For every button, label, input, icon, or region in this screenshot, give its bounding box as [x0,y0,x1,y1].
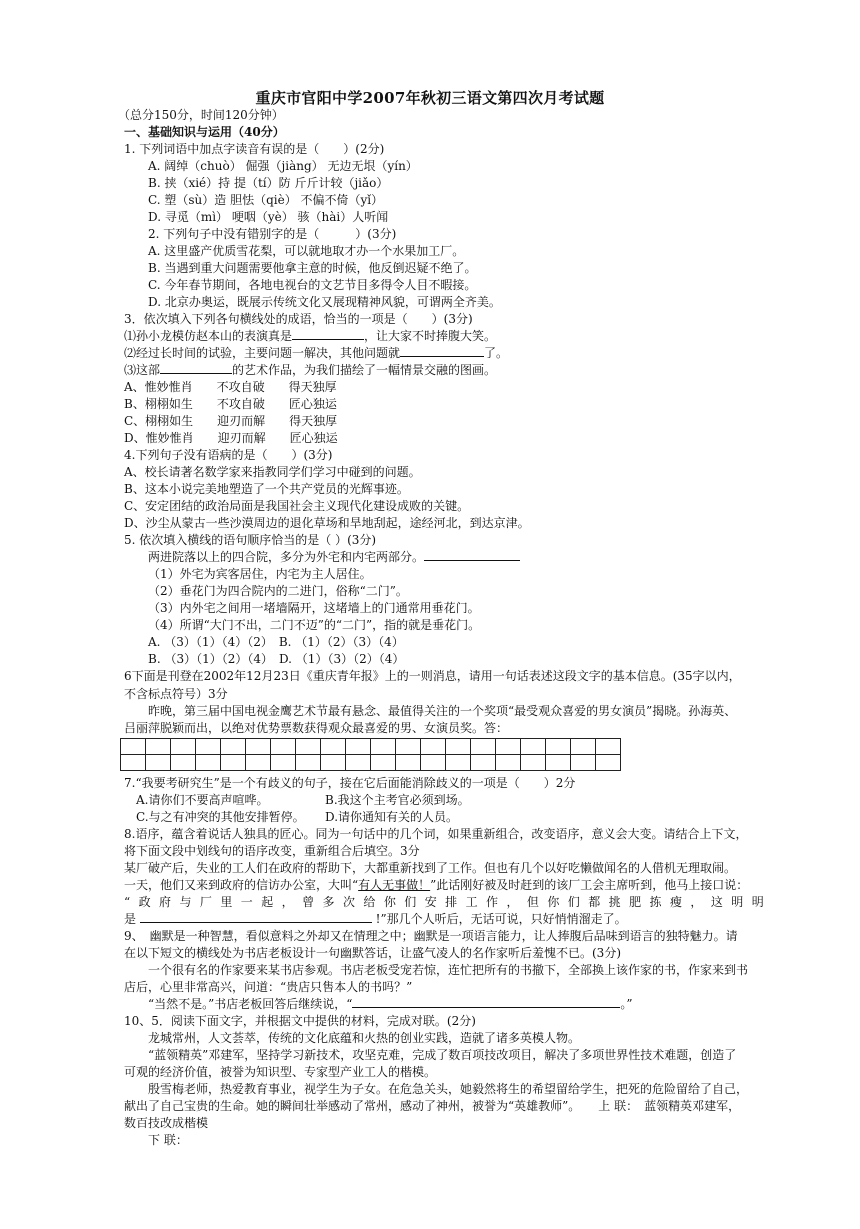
q8-char: ， [690,895,703,909]
q4-option: D、沙尘从蒙古一些沙漠周边的退化草场和旱地刮起，途经河北，到达京津。 [124,516,530,530]
q3-sentence-2: ⑵经过长时间的试验，主要问题一解决，其他问题就 了。 [124,346,509,360]
q2-option: B. 当遇到重大问题需要他拿主意的时候，他反倒迟疑不绝了。 [148,261,477,275]
q8-char: 明 [751,895,764,909]
q3-option: D、惟妙惟肖 迎刃而解 匠心独运 [124,431,338,445]
answer-blank[interactable] [160,362,232,374]
grid-row [121,755,621,771]
q8-char: 都 [588,895,601,909]
q8-char: 工 [465,895,478,909]
page-title: 重庆市官阳中学2007年秋初三语文第四次月考试题 [255,89,605,107]
q10-passage: 殷雪梅老师，热爱教育事业，视学生为子女。在危急关头，她毅然将生的希望留给学生，把死的危险留给了自己， [148,1082,749,1096]
q5-option: B. （3）（1）（2）（4） D. （1）（3）（2）（4） [148,652,405,666]
q3-option: C、栩栩如生 迎刃而解 得天独厚 [124,414,338,428]
q5-item: （3）内外宅之间用一堵墙隔开，这堵墙上的门通常用垂花门。 [148,601,480,615]
q8-char: ， [281,895,294,909]
q8-char: 你 [547,895,560,909]
q8-char: 挑 [608,895,621,909]
q10-passage-cont: 可观的经济价值，被誉为知识型、专家型产业工人的楷模。 [124,1065,437,1079]
q6-answer-grid[interactable] [120,738,621,771]
q8-stem: 8.语序，蕴含着说话人独具的匠心。同为一句话中的几个词，如果重新组合，改变语序，意义会大变。请结合上下文， [124,827,748,841]
q1-option: D. 寻觅（mì） 哽咽（yè） 骇（hài）人听闻 [148,210,389,224]
q8-char: 次 [342,895,355,909]
q6-passage-cont: 吕丽萍脱颖而出，以绝对优势票数获得观众最喜爱的男、女演员奖。答： [124,721,509,735]
q8-char: 排 [445,895,458,909]
q8-char: 拣 [649,895,662,909]
q7-option: C.与之有冲突的其他安排暂停。 [136,810,305,824]
q8-char: 们 [404,895,417,909]
q1-stem: 1. 下列词语中加点字读音有误的是（ ）(2分) [124,142,385,156]
q8-stem-cont: 将下面文段中划线句的语序改变，重新组合后填空。3分 [124,844,420,858]
q2-option: C. 今年春节期间，各地电视台的文艺节目多得令人目不暇接。 [148,278,477,292]
answer-blank[interactable] [424,549,520,561]
q8-char: 厂 [199,895,212,909]
answer-blank[interactable] [400,345,484,357]
q10-stem: 10、5．阅读下面文字，并根据文中提供的材料，完成对联。(2分) [124,1014,476,1028]
q10-lower-couplet-label: 下 联： [148,1133,188,1147]
q1-option: A. 阔绰（chuò） 倔强（jiàng） 无边无垠（yín） [148,159,418,173]
q8-char: ， [506,895,519,909]
q3-option: B、栩栩如生 不攻自破 匠心独运 [124,397,337,411]
q7-option: B.我这个主考官必须到场。 [325,793,470,807]
q8-char: 里 [220,895,233,909]
q5-stem: 5. 依次填入横线的语句顺序恰当的是（ ）(3分) [124,533,377,547]
q2-option: D. 北京办奥运，既展示传统文化又展现精神风貌，可谓两全齐美。 [148,295,501,309]
q3-sentence-3: ⑶这部 的艺术作品，为我们描绘了一幅情景交融的图画。 [124,363,497,377]
q10-passage: 龙城常州，人文荟萃，传统的文化底蕴和火热的创业实践，造就了诸多英模人物。 [148,1031,581,1045]
grid-row [121,739,621,755]
q10-passage: “蓝领精英”邓建军，坚持学习新技术，攻坚克难，完成了数百项技改项目，解决了多项世界性技术难题，创造了 [148,1048,737,1062]
q8-char: 你 [383,895,396,909]
q8-char: 政 [138,895,151,909]
q9-stem: 9、 幽默是一种智慧，看似意料之外却又在情理之中；幽默是一项语言能力，让人捧腹后品味到语言的独特魅力。请 [124,929,738,943]
exam-meta: （总分150分，时间120分钟） [118,108,284,122]
q5-intro: 两进院落以上的四合院，多分为外宅和内宅两部分。 [148,549,520,565]
answer-blank[interactable] [352,996,620,1008]
q3-sentence-1: ⑴孙小龙模仿赵本山的表演真是 ，让大家不时捧腹大笑。 [124,329,497,343]
q5-item: （4）所谓“大门不出，二门不迈”的“二门”，指的就是垂花门。 [148,618,481,632]
q3-option: A、惟妙惟肖 不攻自破 得天独厚 [124,380,337,394]
q3-stem: 3．依次填入下列各句横线处的成语，恰当的一项是（ ）(3分) [124,312,473,326]
answer-blank[interactable] [140,911,372,923]
q8-char: 瘦 [669,895,682,909]
q7-stem: 7.“我要考研究生”是一个有歧义的句子，接在它后面能消除歧义的一项是（ ）2分 [124,776,576,790]
q8-passage-justified [124,894,764,910]
q8-char: 安 [424,895,437,909]
q9-stem-cont: 在以下短文的横线处为书店老板设计一句幽默答话，让盛气凌人的名作家听后羞愧不已。(3分) [124,946,622,960]
q4-stem: 4.下列句子没有语病的是（ ）(3分) [124,448,333,462]
q2-option: A. 这里盛产优质雪花梨，可以就地取才办一个水果加工厂。 [148,244,465,258]
q8-char: 一 [240,895,253,909]
q4-option: C、安定团结的政治局面是我国社会主义现代化建设成败的关键。 [124,499,470,513]
q2-stem: 2. 下列句子中没有错别字的是（ ）(3分) [148,227,397,241]
q8-char: 与 [179,895,192,909]
q10-upper-couplet: 数百技改成楷模 [124,1116,209,1130]
q8-char: 作 [486,895,499,909]
q1-option: C. 塑（sù）造 胆怯（qiè） 不偏不倚（yǐ） [148,193,384,207]
q8-passage: 某厂破产后，失业的工人们在政府的帮助下，大都重新找到了工作。但也有几个以好吃懒做闻名的人借机无理取闹。 [124,861,737,875]
q8-char: 们 [567,895,580,909]
q8-char: 多 [322,895,335,909]
q9-answer-line: “当然不是。”书店老板回答后继续说，“ 。” [148,997,633,1011]
q8-answer-line: 是 !”那几个人听后，无话可说，只好悄悄溜走了。 [124,912,627,926]
q5-item: （1）外宅为宾客居住，内宅为主人居住。 [148,567,372,581]
q9-passage-cont: 店后，心里非常高兴，问道：“贵店只售本人的书吗？” [124,980,413,994]
section-heading: 一、基础知识与运用（40分） [124,125,285,139]
q8-char: 起 [261,895,274,909]
q4-option: A、校长请著名数学家来指教同学们学习中碰到的问题。 [124,465,421,479]
q6-stem-cont: 不含标点符号）3分 [124,687,228,701]
q6-passage: 昨晚，第三届中国电视金鹰艺术节最有悬念、最值得关注的一个奖项“最受观众喜爱的男女演员”揭晓。孙海英、 [148,704,737,718]
q1-option: B. 挟（xié）持 提（tí）防 斤斤计较（jiǎo） [148,176,389,190]
q8-char: 但 [526,895,539,909]
q8-char: 给 [363,895,376,909]
q7-option: A.请你们不要高声喧哗。 [136,793,269,807]
q8-char: 府 [159,895,172,909]
underlined-sentence: 有人无事做！ [358,878,431,892]
q8-char: 这 [710,895,723,909]
q8-passage: 一天，他们又来到政府的信访办公室，大叫“有人无事做！”此话刚好被及时赶到的该厂工会主席听到，他马上接口说： [124,878,749,892]
q8-char: 明 [731,895,744,909]
q7-option: D.请你通知有关的人员。 [325,810,459,824]
answer-blank[interactable] [292,328,364,340]
q10-passage-cont: 献出了自己宝贵的生命。她的瞬间壮举感动了常州，感动了神州，被誉为“英雄教师”。 上 联： 蓝领精英邓建军， [124,1099,741,1113]
q8-char: “ [124,895,131,909]
q5-option: A. （3）（1）（4）（2） B. （1）（2）（3）（4） [148,635,404,649]
q6-stem: 6下面是刊登在2002年12月23日《重庆青年报》上的一则消息，请用一句话表述这段文字的基本信息。(35字以内， [124,669,741,683]
q8-char: 曾 [302,895,315,909]
q4-option: B、这本小说完美地塑造了一个共产党员的光辉事迹。 [124,482,409,496]
q5-item: （2）垂花门为四合院内的二进门，俗称“二门”。 [148,584,408,598]
q8-char: 肥 [629,895,642,909]
q9-passage: 一个很有名的作家要来某书店参观。书店老板受宠若惊，连忙把所有的书撤下，全部换上该作家的书，作家来到书 [148,963,749,977]
